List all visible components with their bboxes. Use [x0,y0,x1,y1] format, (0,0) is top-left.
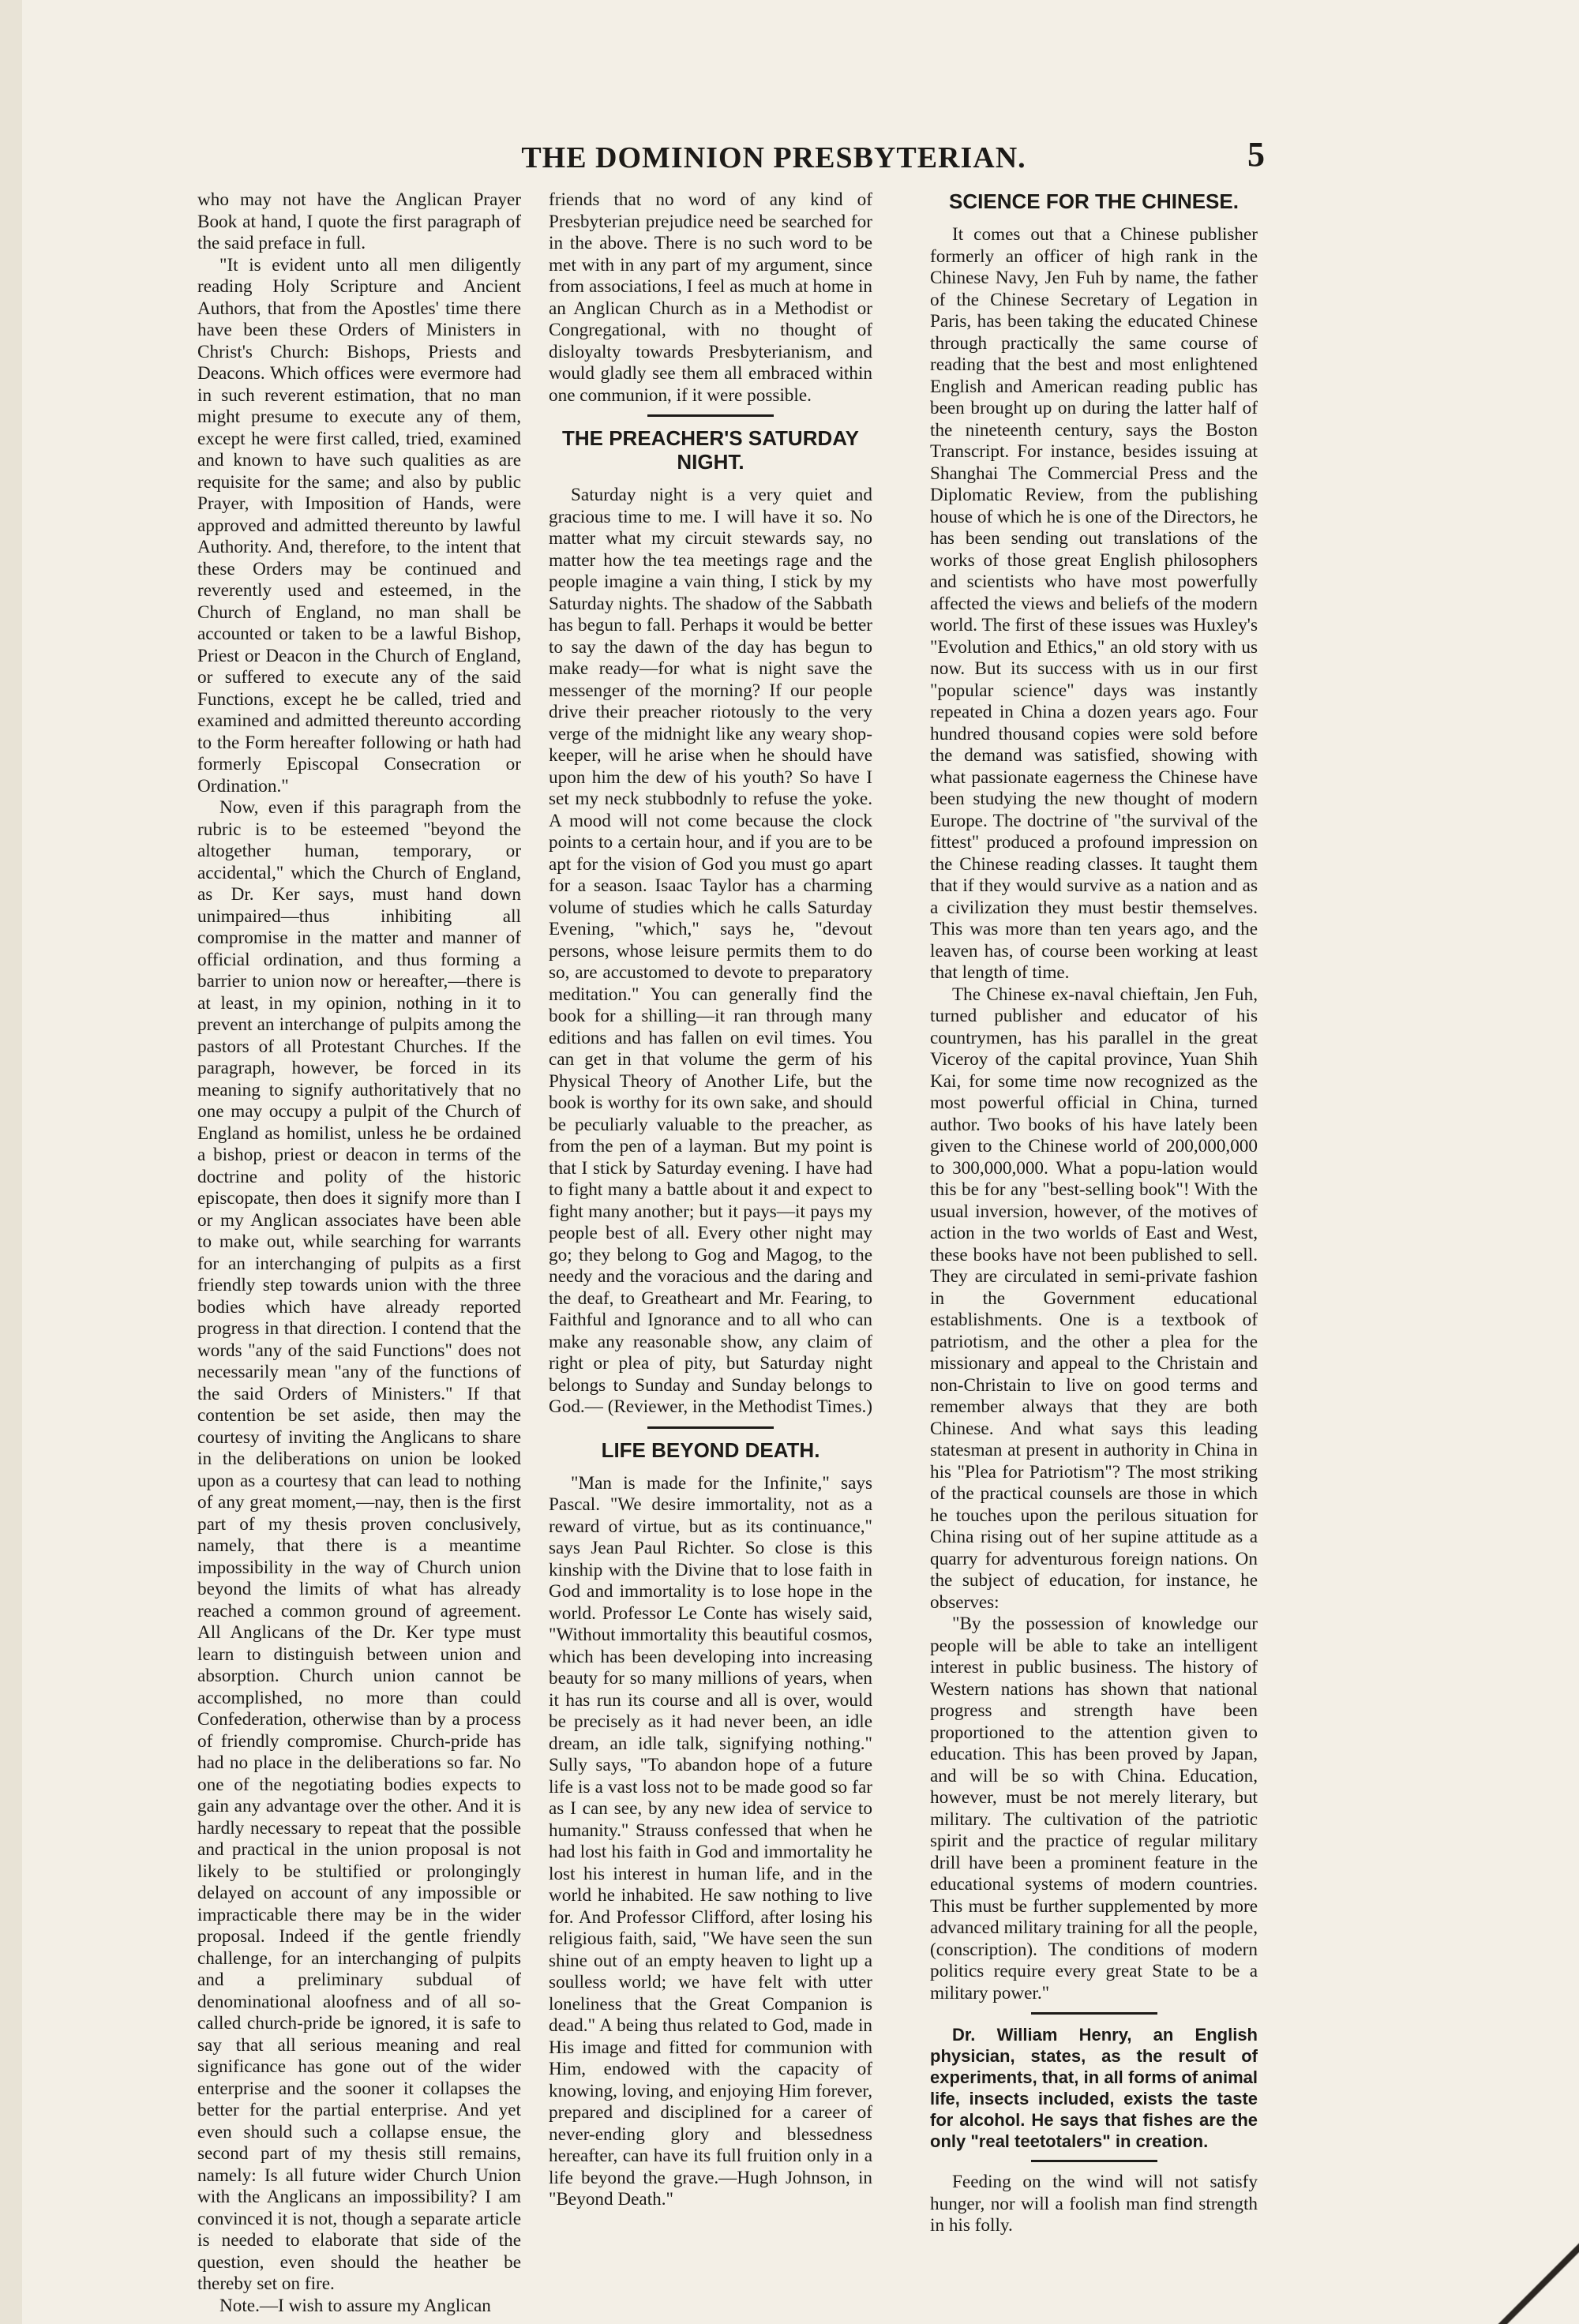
paragraph: Feeding on the wind will not satisfy hunger, nor will a foolish man find strength in his folly. [930,2172,1258,2236]
page-corner-mark [1484,2237,1579,2324]
paragraph: friends that no word of any kind of Presbyterian prejudice need be searched for in the above. There is no such word to be met with in any part of my argument, since from associations, I feel as much at home in an Anglican Church as in a Methodist or Congregational, with no thought of disloyalty towards Presbyterianism, and would gladly see them all embraced within one communion, if it were possible. [549,189,872,406]
paragraph-bold: Dr. William Henry, an English physician, states, as the result of experiments, that, in all forms of animal life, insects included, exists the taste for alcohol. He says that fishes are the only "real teetotalers" in creation. [930,2025,1258,2151]
paragraph: Now, even if this paragraph from the rubric is to be esteemed "beyond the altogether human, temporary, or accidental," which the Church of England, as Dr. Ker says, must hand down unimpaired—thus inhibiting all compromise in the matter and manner of official ordination, and thus forming a barrier to union now or hereafter,—there is at least, in my opinion, nothing in it to prevent an interchange of pulpits among the pastors of all Protestant Churches. If the paragraph, however, be forced in its meaning to signify authoritatively that no one may occupy a pulpit of the Church of England as homilist, unless he be ordained a bishop, priest or deacon in terms of the doctrine and polity of the historic episcopate, then does it signify more than I or my Anglican associates have been able to make out, while searching for warrants for an interchanging of pulpits as a first friendly step towards union with the three bodies which have already reported progress in that direction. I contend that the words "any of the said Functions" does not necessarily mean "any of the functions of the said Orders of Ministers." If that contention be set aside, then may the courtesy of inviting the Anglicans to share in the deliberations on union be looked upon as a courtesy that can lead to nothing of any great moment,—nay, then is the first part of my thesis proven conclusively, namely, that there is a meantime impossibility in the way of Church union beyond the limits of what has already reached a common ground of agreement. All Anglicans of the Dr. Ker type must learn to distinguish between union and absorption. Church union cannot be accomplished, no more than could Confederation, otherwise than by a process of friendly compromise. Church-pride has had no place in the deliberations so far. No one of the negotiating bodies expects to gain any advantage over the other. And it is hardly necessary to repeat that the possible and practical in the union proposal is not likely to be stultified or prolongingly delayed on account of any impossible or impracticable there may be in the wider proposal. Indeed if the gentle friendly challenge, for an interchanging of pulpits and a preliminary subdual of denominational aloofness and of all so-called church-pride be ignored, it is safe to say that all serious meaning and real significance has gone out of the wider enterprise and the sooner it collapses the better for the partial enterprise. And yet even should such a collapse ensue, the second part of my thesis still remains, namely: Is all future wider Church Union with the Anglicans an impossibility? I am convinced it is not, though a separate article is needed to elaborate that side of the question, even should the heather be thereby set on fire. [197,797,521,2294]
column-left [197,189,521,2317]
quoted-preface-paragraph: "It is evident unto all men diligently reading Holy Scripture and Ancient Authors, that from the Apostles' time there have been these Orders of Ministers in Christ's Church: Bishops, Priests and Deacons. Which offices were evermore had in such reverent estimation, that no man might presume to execute any of them, except he were first called, tried, examined and known to have such qualities as are requisite for the same; and also by public Prayer, with Imposition of Hands, were approved and admitted thereunto by lawful Authority. And, therefore, to the intent that these Orders may be continued and reverently used and esteemed, in the Church of England, no man shall be accounted or taken to be a lawful Bishop, Priest or Deacon in the Church of England, or suffered to execute any of the said Functions, except he be called, tried and examined and admitted thereunto according to the Form hereafter following or hath had formerly Episcopal Consecration or Ordination." [197,254,521,797]
column-middle [549,189,872,2211]
page-header-title: THE DOMINION PRESBYTERIAN. [521,141,1026,174]
column-right [930,189,1258,2237]
paragraph: The Chinese ex-naval chieftain, Jen Fuh, turned publisher and educator of his countrymen, has his parallel in the great Viceroy of the capital province, Yuan Shih Kai, for some time now recognized as the most powerful official in China, turned author. Two books of his have lately been given to the Chinese world of 200,000,000 to 300,000,000. What a popu-lation would this be for any "best-selling book"! With the usual inversion, however, of the motives of action in the two worlds of East and West, these books have not been published to sell. They are circulated in semi-private fashion in the Government educational establishments. One is a textbook of patriotism, and the other a plea for the missionary and appeal to the Christain and non-Christain to live on good terms and remember always that they are both Chinese. And what says this leading statesman at present in authority in China in his "Plea for Patriotism"? The most striking of the practical counsels are those in which he touches upon the perilous situation for China rising out of her supine attitude as a quarry for adventurous foreign nations. On the subject of education, for instance, he observes: [930,984,1258,1613]
section-divider [647,414,774,417]
page-binding-edge [0,0,22,2324]
paragraph: who may not have the Anglican Prayer Book at hand, I quote the first paragraph of the said preface in full. [197,189,521,253]
note-paragraph: Note.—I wish to assure my Anglican [219,2295,491,2316]
article-heading-preachers-saturday-night: THE PREACHER'S SATURDAY NIGHT. [561,426,859,474]
section-divider [1031,2160,1157,2162]
section-divider [647,1426,774,1429]
quoted-paragraph: "By the possession of knowledge our people will be able to take an intelligent interest in public business. The history of Western nations has shown that national progress and strength have been proportioned to the attention given to education. This has been proved by Japan, and will be so with China. Education, however, must be not merely literary, but military. The cultivation of the patriotic spirit and the practice of regular military drill have been a prominent feature in the educational systems of modern countries. This must be further supplemented by more advanced military training for all the people, (conscription). The conditions of modern politics require every great State to be a military power." [930,1614,1258,2004]
paragraph: "Man is made for the Infinite," says Pascal. "We desire immortality, not as a reward of virtue, but as its continuance," says Jean Paul Richter. So close is this kinship with the Divine that to lose faith in God and immortality is to lose hope in the world. Professor Le Conte has wisely said, "Without immortality this beautiful cosmos, which has been developing into increasing beauty for so many millions of years, when it has run its course and all is over, would be precisely as it had never been, an idle dream, an idle talk, signifying nothing." Sully says, "To abandon hope of a future life is a vast loss not to be made good so far as I can see, by any new idea of service to humanity." Strauss confessed that when he had lost his faith in God and immortality he lost his interest in human life, and in the world he inhabited. He saw nothing to live for. And Professor Clifford, after losing his religious faith, said, "We have seen the sun shine out of an empty heaven to light up a soulless world; we have felt with utter loneliness that the Great Companion is dead." A being thus related to God, made in His image and fitted for communion with Him, endowed with the capacity of knowing, loving, and enjoying Him forever, prepared and disciplined for a career of never-ending glory and blessedness hereafter, can have its full fruition only in a life beyond the grave.—Hugh Johnson, in "Beyond Death." [549,1472,872,2210]
article-heading-science-for-the-chinese: SCIENCE FOR THE CHINESE. [949,189,1239,213]
paragraph: Saturday night is a very quiet and gracious time to me. I will have it so. No matter what my circuit stewards say, no matter how the tea meetings rage and the people imagine a vain thing, I stick by my Saturday nights. The shadow of the Sabbath has begun to fall. Perhaps it would be better to say the dawn of the day has begun to make ready—for what is night save the messenger of the morning? If our people drive their preacher riotously to the very verge of the midnight like any weary shop-keeper, will he arise when he should have upon him the dew of his youth? So have I set my neck stubbodnly to refuse the yoke. A mood will not come because the clock points to a certain hour, and if you are to be apt for the vision of God you must go apart for a season. Isaac Taylor has a charming volume of studies which he calls Saturday Evening, "which," says he, "devout persons, whose leisure permits them to do so, are accustomed to devote to preparatory meditation." You can generally find the book for a shilling—it ran through many editions and has fallen on evil times. You can get in that volume the germ of his Physical Theory of Another Life, but the book is worthy for its own sake, and should be peculiarly valuable to the preacher, as from the pen of a layman. But my point is that I stick by Saturday evening. I have had to fight many a battle about it and expect to fight many another; but it pays—it pays my people best of all. Every other night may go; they belong to Gog and Magog, to the needy and the voracious and the daring and the deaf, to Greatheart and Mr. Fearing, to Faithful and Ignorance and to all who can make any reasonable show, any claim of right or plea of pity, but Saturday night belongs to Sunday and Sunday belongs to God.— (Reviewer, in the Methodist Times.) [549,485,872,1417]
section-divider [1031,2012,1157,2015]
paragraph: It comes out that a Chinese publisher formerly an officer of high rank in the Chinese Navy, Jen Fuh by name, the father of the Chinese Secretary of Legation in Paris, has been taking the educated Chinese through practically the same course of reading that the best and most enlightened English and American reading public has been brought up on during the latter half of the nineteenth century, says the Boston Transcript. For instance, besides issuing at Shanghai The Commercial Press and the Diplomatic Review, from the publishing house of which he is one of the Directors, he has been sending out translations of the works of those great English philosophers and scientists who have most powerfully affected the views and beliefs of the modern world. The first of these issues was Huxley's "Evolution and Ethics," an old story with us now. But its success with us in our first "popular science" days was instantly repeated in China a dozen years ago. Four hundred thousand copies were sold before the demand was satisfied, showing with what passionate eagerness the Chinese have been studying the new thought of modern Europe. The doctrine of "the survival of the fittest" produced a profound impression on the Chinese reading classes. It taught them that if they would survive as a nation and as a civilization they must bestir themselves. This was more than ten years ago, and the leaven has, of course been working at least that length of time. [930,224,1258,983]
page-number: 5 [1247,135,1265,174]
article-heading-life-beyond-death: LIFE BEYOND DEATH. [601,1438,820,1462]
